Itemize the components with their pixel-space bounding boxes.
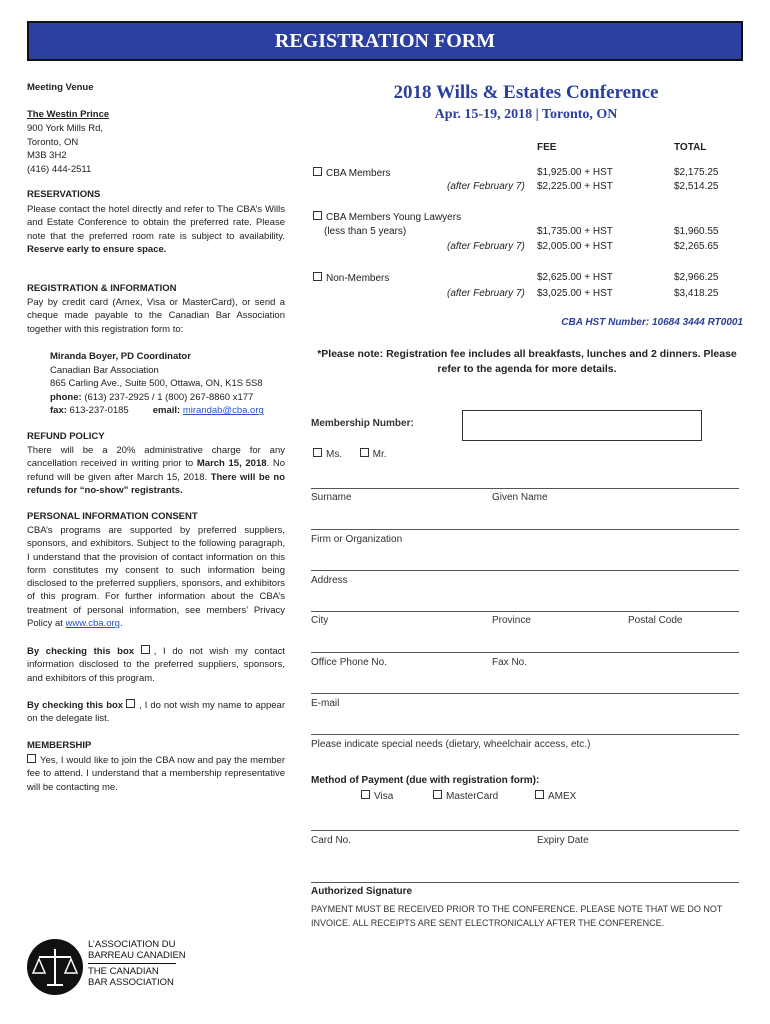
membership-number-input[interactable] [462, 410, 702, 441]
membership-checkbox[interactable] [27, 754, 36, 763]
payment-heading: Method of Payment (due with registration form): [311, 775, 540, 786]
total-value: $1,960.55 [674, 226, 719, 237]
membership-heading: MEMBERSHIP [27, 740, 92, 751]
special-needs-field-label: Please indicate special needs (dietary, wheelchair access, etc.) [311, 739, 591, 750]
given-name-field-label: Given Name [492, 492, 548, 503]
fee-note: *Please note: Registration fee includes all breakfasts, lunches and 2 dinners. Please refer to the agenda for more details. [317, 348, 737, 375]
conference-title: 2018 Wills & Estates Conference [393, 82, 659, 103]
fee-value: $1,735.00 + HST [537, 226, 613, 237]
firm-field-label: Firm or Organization [311, 534, 403, 545]
form-title: REGISTRATION FORM [27, 21, 743, 61]
young-lawyers-sub: (less than 5 years) [324, 226, 407, 237]
total-after-value: $2,514.25 [674, 181, 719, 192]
after-date-label: (after February 7) [447, 288, 525, 299]
contact-optout-checkbox[interactable] [141, 645, 150, 654]
fee-column-header: FEE [537, 142, 557, 153]
refund-heading: REFUND POLICY [27, 431, 105, 442]
reservations-heading: RESERVATIONS [27, 189, 101, 200]
ms-checkbox[interactable] [313, 448, 322, 457]
amex-checkbox[interactable] [535, 790, 544, 799]
province-field-label: Province [492, 615, 531, 626]
mr-checkbox[interactable] [360, 448, 369, 457]
venue-address: 900 York Mills Rd, Toronto, ON M3B 3H2 (416) 444-2511 [27, 123, 104, 175]
cba-logo-icon [25, 937, 85, 997]
total-column-header: TOTAL [674, 142, 707, 153]
total-after-value: $2,265.65 [674, 241, 719, 252]
visa-checkbox[interactable] [361, 790, 370, 799]
fee-option-members[interactable]: CBA Members [313, 167, 390, 179]
privacy-link[interactable]: www.cba.org [65, 618, 120, 630]
address-field-label: Address [311, 575, 348, 586]
refund-text: There will be a 20% administrative charge for any cancellation received in writing prior to March 15, 2018. No refund will be given after March 15, 2018. There will be no refunds for “no-show” registrants. [27, 445, 286, 496]
members-checkbox[interactable] [313, 167, 322, 176]
fee-after-value: $3,025.00 + HST [537, 288, 613, 299]
fee-option-young-lawyers[interactable]: CBA Members Young Lawyers [313, 211, 461, 223]
fee-after-value: $2,005.00 + HST [537, 241, 613, 252]
non-members-checkbox[interactable] [313, 272, 322, 281]
signature-label: Authorized Signature [311, 886, 413, 897]
membership-text: Yes, I would like to join the CBA now and pay the member fee to attend. I understand that a membership representative will be contacting me. [27, 755, 285, 793]
surname-field-label: Surname [311, 492, 352, 503]
total-value: $2,966.25 [674, 272, 719, 283]
total-after-value: $3,418.25 [674, 288, 719, 299]
office-phone-field-label: Office Phone No. [311, 657, 387, 668]
payment-option-visa[interactable]: Visa [361, 790, 393, 802]
reservations-text: Please contact the hotel directly and refer to The CBA’s Wills and Estate Conference to obtain the preferred rate. Please note that the preferred room rate is subject to availability. Reserve early to ensure space. [27, 204, 285, 255]
consent-heading: PERSONAL INFORMATION CONSENT [27, 511, 198, 522]
expiry-date-field-label: Expiry Date [537, 835, 589, 846]
card-number-field-label: Card No. [311, 835, 352, 846]
payment-footer-note: PAYMENT MUST BE RECEIVED PRIOR TO THE CONFERENCE. PLEASE NOTE THAT WE DO NOT INVOICE. ALL RECEIPTS ARE SENT ELECTRONICALLY AFTER THE CONFERENCE. [311, 904, 723, 928]
name-optout-checkbox[interactable] [126, 699, 135, 708]
consent-text: CBA’s programs are supported by preferred suppliers, sponsors, and exhibitors. Subject to the following paragraph, I understand that the provision of contact information on this form constitutes my consent to such information being disclosed to the preferred suppliers, sponsors, and exhibitors of this program. For further information about the CBA’s treatment of personal information, see members’ Privacy Policy at www.cba.org. [27, 525, 285, 630]
fee-after-value: $2,225.00 + HST [537, 181, 613, 192]
payment-option-amex[interactable]: AMEX [535, 790, 576, 802]
email-field-label: E-mail [311, 698, 340, 709]
membership-number-label: Membership Number: [311, 418, 414, 429]
total-value: $2,175.25 [674, 167, 719, 178]
venue-name: The Westin Prince [27, 109, 110, 120]
registration-info-heading: REGISTRATION & INFORMATION [27, 283, 177, 294]
coordinator-block: Miranda Boyer, PD Coordinator Canadian Bar Association 865 Carling Ave., Suite 500, Ottawa, ON, K1S 5S8 phone: (613) 237-2925 / 1 (800) 267-8860 x177 fax: 613-237-0185 email: mirandab@cba.org [50, 351, 264, 417]
after-date-label: (after February 7) [447, 181, 525, 192]
young-lawyers-checkbox[interactable] [313, 211, 322, 220]
title-options: Ms. Mr. [313, 448, 387, 460]
registration-info-text: Pay by credit card (Amex, Visa or MasterCard), or send a cheque made payable to the Canadian Bar Association together with this registration form to: [27, 297, 285, 335]
venue-heading: Meeting Venue [27, 82, 94, 93]
payment-option-mastercard[interactable]: MasterCard [433, 790, 498, 802]
fax-field-label: Fax No. [492, 657, 528, 668]
conference-subtitle: Apr. 15-19, 2018 | Toronto, ON [434, 107, 618, 122]
cba-logo-text: L’ASSOCIATION DU BARREAU CANADIEN THE CANADIAN BAR ASSOCIATION [88, 939, 186, 988]
after-date-label: (after February 7) [447, 241, 525, 252]
fee-option-non-members[interactable]: Non-Members [313, 272, 389, 284]
postal-code-field-label: Postal Code [628, 615, 683, 626]
hst-number: CBA HST Number: 10684 3444 RT0001 [561, 317, 743, 328]
fee-value: $2,625.00 + HST [537, 272, 613, 283]
consent-option-contact: By checking this box , I do not wish my contact information disclosed to the preferred suppliers, sponsors, and exhibitors of this program. [27, 646, 286, 684]
consent-option-name: By checking this box , I do not wish my name to appear on the delegate list. [27, 700, 285, 725]
mastercard-checkbox[interactable] [433, 790, 442, 799]
city-field-label: City [311, 615, 329, 626]
fee-value: $1,925.00 + HST [537, 167, 613, 178]
coordinator-email-link[interactable]: mirandab@cba.org [182, 405, 264, 417]
